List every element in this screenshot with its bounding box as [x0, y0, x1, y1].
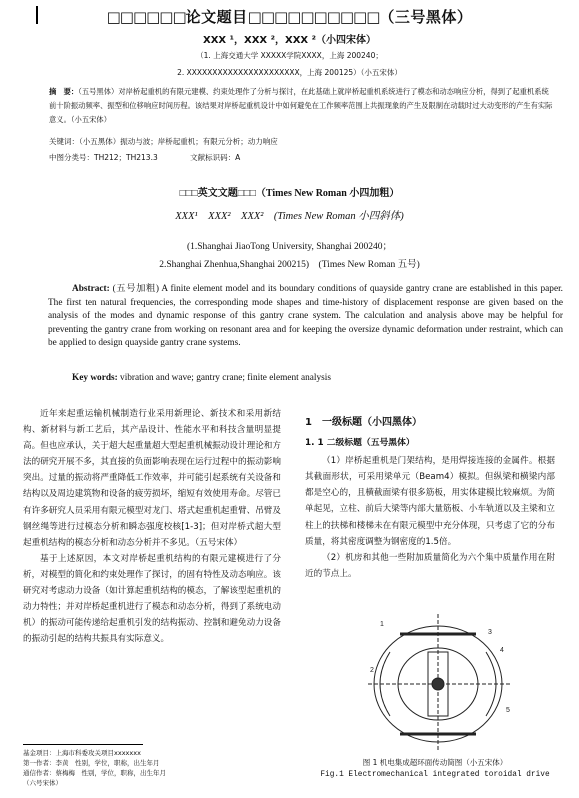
cn-keywords-label: 关键词： — [49, 137, 79, 146]
figure-label-4: 4 — [500, 647, 504, 654]
en-affiliation-2: 2.Shanghai Zhenhua,Shanghai 200215) (Times New Roman 五号) — [159, 260, 420, 270]
footnote-divider — [23, 744, 143, 745]
en-abstract-text: (五号加粗) A finite element model and its boundary conditions of quayside gantry crane are established in this paper. The first ten natural frequencies, the corresponding mode shapes and time-history of displacement response are given based on the analysis of the modes and dynamic response of this gantry crane system. The calculation and analysis above may be helpful for preventing the gantry crane from working on resonant area and for keeping the oversize dynamic deformation under restraint, which can be applied to design quayside gantry crane systems. — [48, 284, 563, 349]
cn-affiliation-1: （1. 上海交通大学 XXXXX学院XXXX，上海 200240； — [196, 51, 383, 60]
cn-abstract-text: （五号黑体）对岸桥起重机的有限元建模、约束处理作了分析与探讨，在此基础上就岸桥起重机系统进行了模态和动态响应分析，得到了起重机系统前十阶振动频率、振型和位移响应时间历程。该结果对岸桥起重机设计中如何避免在工作频率范围上共振现象的产生及限制在动载时过大动变形的产生有实际意义。（小五宋体） — [49, 87, 553, 124]
title-text: 论文题目 — [185, 8, 248, 26]
cn-authors: XXX ¹，XXX ²，XXX ²（小四宋体） — [203, 35, 376, 46]
en-authors: XXX¹ XXX² XXX² (Times New Roman 小四斜体) — [175, 211, 404, 222]
body-right-column — [305, 415, 555, 582]
footnote-funding: 基金项目：上海市科委攻关项目xxxxxxx — [23, 749, 141, 757]
figure-label-1: 1 — [380, 621, 384, 628]
body-paragraph-3: （1）岸桥起重机是门架结构，是用焊接连接的金属件。根据其截面形状，可采用梁单元（Beam4）模拟。但纵梁和横梁内部都是空心的，且横截面梁有很多筋板，用实体建模比较麻烦。为简单起见，立柱、前后大梁等内部大量筋板、小车轨道以及主梁和立柱上的扶梯和楼梯未在有限元模型中充分体现，只考虑了它的分布质量，将其密度调整为钢密度的1.5倍。 — [305, 456, 555, 547]
en-abstract-label: Abstract: — [72, 284, 110, 294]
en-abstract — [48, 283, 563, 351]
title-format-note: （三号黑体） — [379, 8, 473, 26]
footnote-format-note: （六号宋体） — [23, 779, 62, 787]
paper-title — [0, 6, 579, 27]
en-title-text: 英文文题 — [197, 188, 238, 199]
title-placeholder-boxes: □□□□□□ — [106, 8, 186, 26]
en-title-format-note: （Times New Roman 小四加粗） — [255, 188, 400, 199]
cn-classification — [49, 152, 240, 163]
body-paragraph-4: （2）机房和其他一些附加质量简化为六个集中质量作用在附近的节点上。 — [305, 552, 555, 579]
cn-affiliation-2: 2. XXXXXXXXXXXXXXXXXXXXXX，上海 200125）（小五宋体） — [177, 68, 402, 77]
cn-keywords — [49, 136, 278, 147]
en-title-placeholder-boxes: □□□ — [179, 188, 198, 199]
figure-caption-en: Fig.1 Electromechanical integrated toroidal drive — [320, 771, 550, 779]
en-title — [0, 184, 579, 199]
figure-label-5: 5 — [506, 707, 510, 714]
cn-abstract — [49, 85, 554, 127]
figure-label-3: 3 — [488, 629, 492, 636]
cn-class-number: 中图分类号：TH212；TH213.3 — [49, 153, 158, 162]
figure-label-2: 2 — [370, 667, 374, 674]
en-title-placeholder-boxes-2: □□□ — [237, 188, 256, 199]
section-heading-1-1: 1. 1 二级标题（五号黑体） — [305, 438, 415, 449]
body-paragraph-2: 基于上述原因，本文对岸桥起重机结构的有限元建模进行了分析，对模型的简化和约束处理作了探讨，的固有特性及动态响应。该研究对考虑动力设备（如计算起重机结构的模态，了解该型起重机的动力特性；并对岸桥起重机进行了模态和动态分析，得到了系统电动机）的振动可能传递给起重机引发的结构振动、控制和避免动力设备的振动引起的结构共振具有实际意义。 — [23, 553, 281, 645]
cn-keywords-text: （小五黑体）振动与波；岸桥起重机；有限元分析；动力响应 — [79, 137, 278, 146]
en-keywords — [72, 373, 331, 383]
figure-caption-cn: 图 1 机电集成超环面传动简图（小五宋体） — [362, 758, 508, 767]
title-placeholder-boxes-2: □□□□□□□□□□ — [247, 8, 380, 26]
en-affiliation-1: (1.Shanghai JiaoTong University, Shanghai 200240； — [186, 242, 393, 252]
cn-doc-code: 文献标识码：A — [190, 153, 241, 162]
body-paragraph-1: 近年来起重运输机械制造行业采用新理论、新技术和采用新结构、新材料与新工艺后，其产品设计、性能水平和科技含量明显提高。但也应承认，关于超大起重量超大型起重机械振动设计理论和方法的研究开展不多，其直接的负面影响表现在运行过程中的振动影响突出。过量的振动将严重降低工作效率，并可能引起系统有关设备和结构以及周边建筑物和设备的疲劳损坏，缩短有效使用寿命。尽管已有许多研究人员采用有限元模型对龙门、塔式起重机起重臂、吊臂及钢丝绳等进行过模态分析和瞬态强度校核[1-3]；但对岸桥式超大型起重机结构的模态分析和动态分析并不多见。（五号宋体） — [23, 409, 281, 548]
footnotes — [23, 748, 166, 788]
footnote-first-author: 第一作者：李黄 性别，学位，职称，出生年月 — [23, 759, 160, 767]
toroidal-drive-figure — [360, 612, 520, 752]
en-keywords-text: vibration and wave; gantry crane; finite element analysis — [120, 373, 331, 383]
cn-abstract-label: 摘 要： — [49, 87, 79, 96]
body-left-column — [23, 406, 281, 647]
section-heading-1: 1 一级标题（小四黑体） — [305, 417, 422, 428]
en-keywords-label: Key words: — [72, 373, 118, 383]
footnote-corresponding-author: 通信作者：蔡梅梅 性别，学位，职称，出生年月 — [23, 769, 166, 777]
